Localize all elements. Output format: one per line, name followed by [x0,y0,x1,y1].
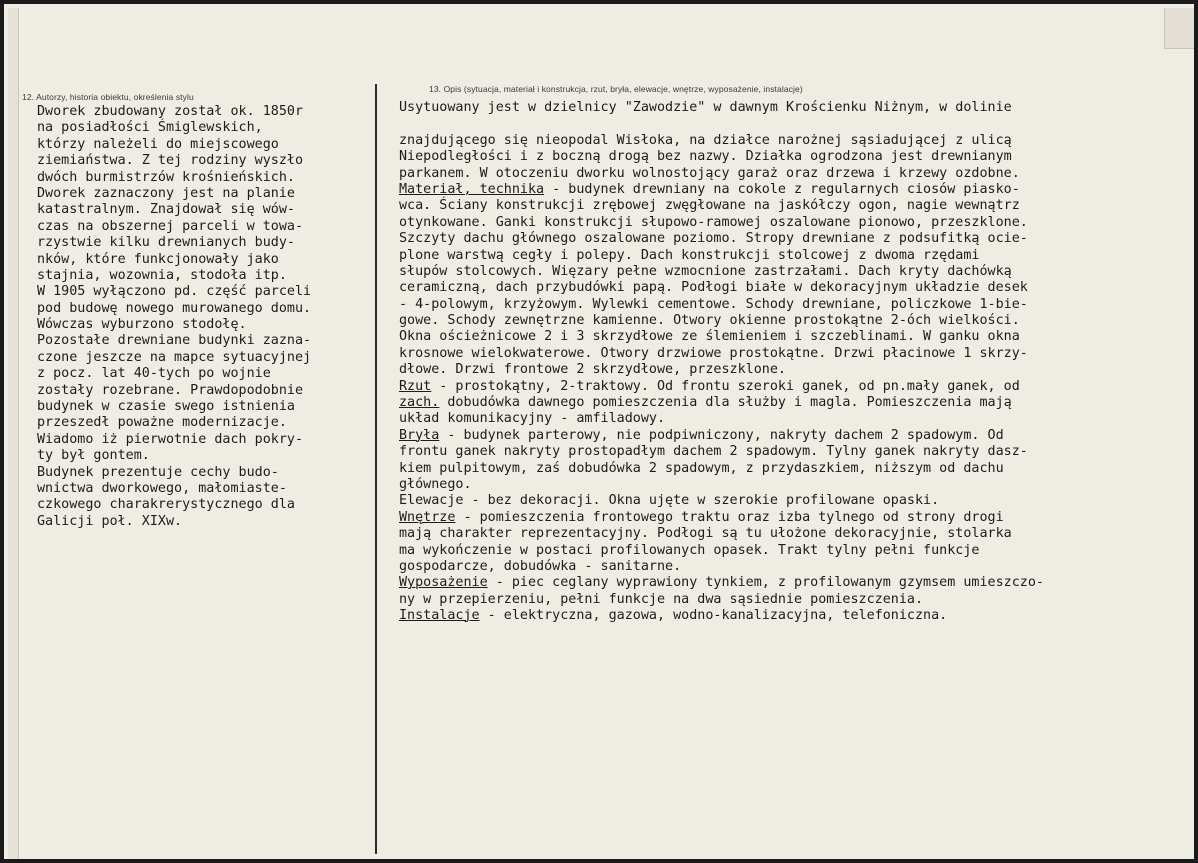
description-text: Usytuowany jest w dzielnicy "Zawodzie" w dawnym Krościenku Niżnym, w dolinie [399,100,1012,115]
description-line [399,411,1198,427]
history-line: Wiadomo iż pierwotnie dach pokry- [37,431,304,447]
description-line [399,510,1198,526]
description-line [399,526,1198,542]
description-text: głównego. [399,476,472,492]
description-line [399,198,1198,214]
section-13-header: 13. Opis (sytuacja, materiał i konstrukcja, rzut, bryła, elewacje, wnętrze, wyposażenie, instalacje) [429,84,803,94]
description-line [399,346,1198,362]
description-text: otynkowane. Ganki konstrukcji słupowo-ramowej oszalowane pionowo, przeszklone. [399,214,1028,230]
description-text: frontu ganek nakryty prostopadłym dachem 2 spadowym. Tylny ganek nakryty dasz- [399,444,1028,460]
description-line [399,543,1198,559]
history-line: budynek w czasie swego istnienia [37,399,295,415]
description-line [399,149,1198,165]
section-12-header: 12. Autorzy, historia obiektu, określenia stylu [22,92,194,102]
description-text: ma wykończenie w postaci profilowanych opasek. Trakt tylny pełni funkcje [399,542,980,558]
description-text: Okna ościeżnicowe 2 i 3 skrzydłowe ze ślemieniem i szczeblinami. W ganku okna [399,329,1020,345]
history-line: czas na obszernej parceli w towa- [37,218,304,234]
history-line: ziemiaństwa. Z tej rodziny wyszło [37,153,304,169]
description-text: wca. Ściany konstrukcji zrębowej zwęgłowane na jaskółczy ogon, nagie wewnątrz [399,198,1020,214]
history-line: W 1905 wyłączono pd. część parceli [37,284,312,300]
description-text-block [399,100,1198,625]
description-line [399,166,1198,182]
history-text-block [37,104,373,530]
description-text: dobudówka dawnego pomieszczenia dla służby i magla. Pomieszczenia mają [439,395,1012,411]
description-text: krosnowe wielokwaterowe. Otwory drzwiowe prostokątne. Drzwi płacinowe 1 skrzy- [399,345,1028,361]
description-heading: zach. [399,395,440,411]
paper-corner-strip [1164,8,1198,49]
description-text: - budynek drewniany na cokole z regularnych ciosów piasko- [544,181,1020,197]
history-line: katastralnym. Znajdował się wów- [37,202,295,218]
history-line: dwóch burmistrzów krośnieńskich. [37,169,295,185]
history-line: rzystwie kilku drewnianych budy- [37,235,295,251]
history-line: Dworek zaznaczony jest na planie [37,185,295,201]
history-line: Budynek prezentuje cechy budo- [37,464,279,480]
history-line: ty był gontem. [37,448,150,464]
history-line: przeszedł poważne modernizacje. [37,415,287,431]
description-heading: Wnętrze [399,509,456,525]
description-heading: Bryła [399,427,440,443]
description-text: ny w przepierzeniu, pełni funkcje na dwa sąsiednie pomieszczenia. [399,591,924,607]
history-line: Dworek zbudowany został ok. 1850r [37,104,304,119]
description-line [399,215,1198,231]
description-text: gospodarcze, dobudówka - sanitarne. [399,558,682,574]
description-heading: Rzut [399,378,432,394]
description-text: plone warstwą cegły i polepy. Dach konstrukcji stolcowej z dwoma rzędami [399,247,980,263]
description-line [399,133,1198,149]
history-line: czone jeszcze na mapce sytuacyjnej [37,349,312,365]
description-line [399,493,1198,509]
description-text: - budynek parterowy, nie podpiwniczony, nakryty dachem 2 spadowym. Od [439,427,1004,443]
description-text: Elewacje - bez dekoracji. Okna ujęte w szerokie profilowane opaski. [399,493,940,509]
description-line [399,264,1198,280]
history-line: wnictwa dworkowego, małomiaste- [37,480,287,496]
description-text: ceramiczną, dach przybudówki papą. Podłogi białe w dekoracyjnym układzie desek [399,280,1028,296]
description-text: mają charakter reprezentacyjny. Podłogi są tu ułożone dekoracyjnie, stolarka [399,526,1012,542]
history-line: którzy należeli do miejscowego [37,136,279,152]
history-line: nków, które funkcjonowały jako [37,251,279,267]
history-line: Galicji poł. XIXw. [37,513,183,529]
history-line: Pozostałe drewniane budynki zazna- [37,333,312,349]
column-divider [375,84,377,854]
description-heading: Instalacje [399,608,480,624]
description-text: gowe. Schody zewnętrzne kamienne. Otwory okienne prostokątne 2-óch wielkości. [399,313,1020,329]
description-line [399,100,1198,116]
description-heading: Wyposażenie [399,575,488,591]
description-line [399,444,1198,460]
description-line [399,428,1198,444]
history-line: zostały rozebrane. Prawdopodobnie [37,382,304,398]
description-heading: Materiał, technika [399,181,545,197]
description-line [399,248,1198,264]
history-line: na posiadłości Śmiglewskich, [37,120,263,136]
description-line [399,182,1198,198]
description-text: - pomieszczenia frontowego traktu oraz izba tylnego od strony drogi [455,509,1004,525]
description-line [399,297,1198,313]
description-line [399,329,1198,345]
page-fold-edge [8,8,19,863]
description-line [399,116,1198,132]
description-text: - prostokątny, 2-traktowy. Od frontu szeroki ganek, od pn.mały ganek, od [431,378,1020,394]
history-line: z pocz. lat 40-tych po wojnie [37,366,271,382]
description-line [399,313,1198,329]
description-text: kiem pulpitowym, zaś dobudówka 2 spadowym, z przydaszkiem, niższym od dachu [399,460,1004,476]
description-text: Szczyty dachu głównego oszalowane poziomo. Stropy drewniane z podsufitką ocie- [399,231,1028,247]
description-line [399,395,1198,411]
history-line: pod budowę nowego murowanego domu. [37,300,312,316]
description-line [399,592,1198,608]
description-text: układ komunikacyjny - amfiladowy. [399,411,666,427]
description-line [399,362,1198,378]
description-text: - 4-polowym, krzyżowym. Wylewki cementowe. Schody drewniane, policzkowe 1-bie- [399,296,1028,312]
description-text: - elektryczna, gazowa, wodno-kanalizacyjna, telefoniczna. [479,608,948,624]
description-line [399,559,1198,575]
description-line [399,575,1198,591]
description-line [399,477,1198,493]
history-line: czkowego charakrerystycznego dla [37,497,295,513]
description-line [399,608,1198,624]
description-text: dłowe. Drzwi frontowe 2 skrzydłowe, przeszklone. [399,362,786,378]
history-line: Wówczas wyburzono stodołę. [37,317,247,333]
history-line: stajnia, wozownia, stodoła itp. [37,267,287,283]
description-text: parkanem. W otoczeniu dworku wolnostojący garaż oraz drzewa i krzewy ozdobne. [399,165,1020,181]
description-text: słupów stolcowych. Więzary pełne wzmocnione zastrzałami. Dach kryty dachówką [399,263,1012,279]
description-text: Niepodległości i z boczną drogą bez nazwy. Działka ogrodzona jest drewnianym [399,149,1012,165]
description-line [399,379,1198,395]
description-line [399,280,1198,296]
description-line [399,461,1198,477]
description-text: - piec ceglany wyprawiony tynkiem, z profilowanym gzymsem umieszczo- [487,575,1044,591]
description-line [399,231,1198,247]
description-text: znajdującego się nieopodal Wisłoka, na działce narożnej sąsiadującej z ulicą [399,132,1012,148]
